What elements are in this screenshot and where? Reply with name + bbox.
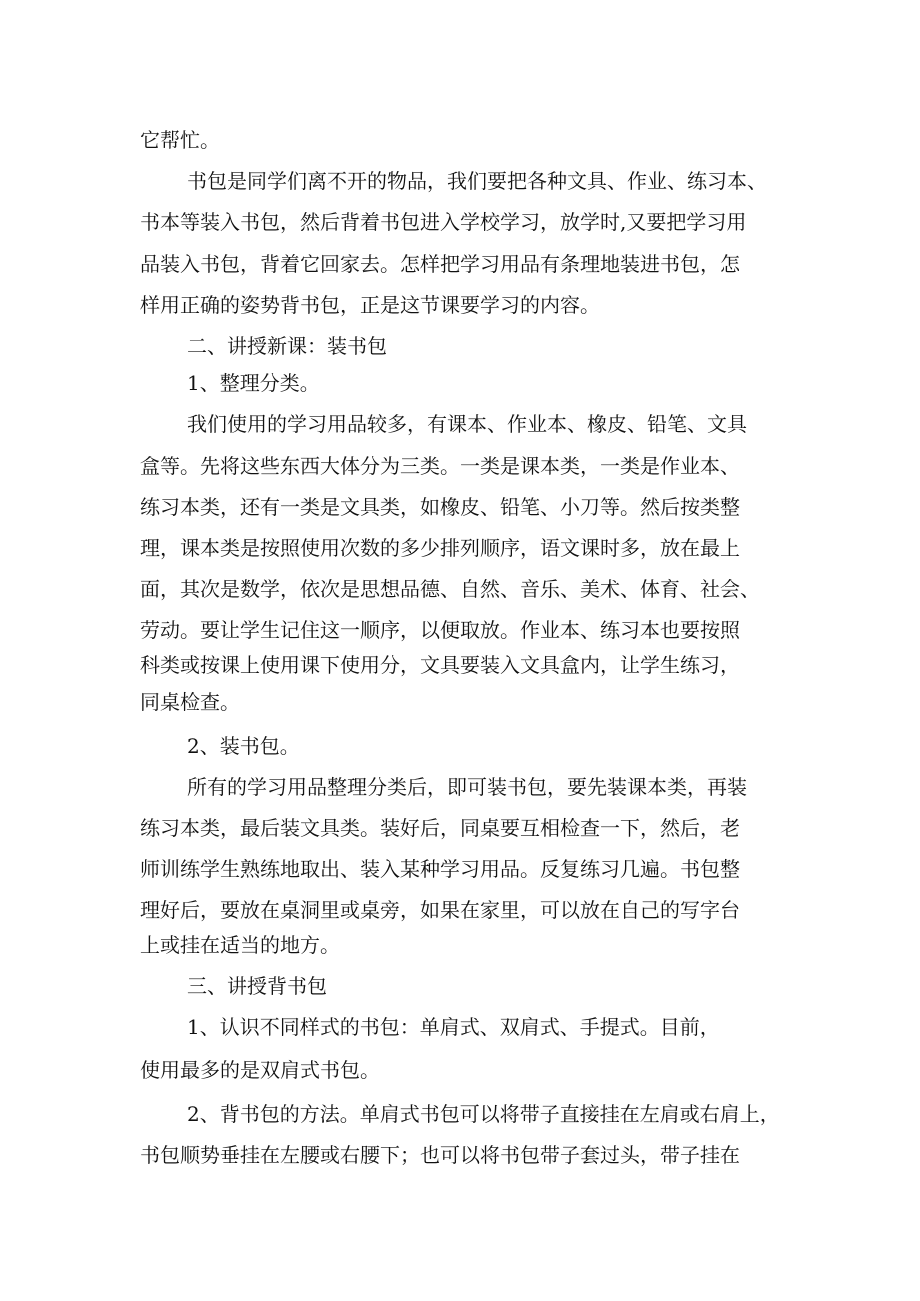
section-heading: 三、讲授背书包 [187, 974, 327, 998]
paragraph-start: 我们使用的学习用品较多，有课本、作业本、橡皮、铅笔、文具 [187, 412, 747, 436]
text-line: 劳动。要让学生记住这一顺序，以便取放。作业本、练习本也要按照 [140, 618, 740, 642]
paragraph-start: 所有的学习用品整理分类后，即可装书包，要先装课本类，再装 [187, 775, 747, 799]
text-line: 师训练学生熟练地取出、装入某种学习用品。反复练习几遍。书包整 [140, 857, 740, 881]
paragraph-start: 2、背书包的方法。单肩式书包可以将带子直接挂在左肩或右肩上， [187, 1102, 780, 1126]
text-line: 书本等装入书包，然后背着书包进入学校学习，放学时,又要把学习用 [140, 210, 747, 234]
subsection-heading: 2、装书包。 [187, 734, 300, 758]
subsection-heading: 1、整理分类。 [187, 371, 320, 395]
text-line: 练习本类，还有一类是文具类，如橡皮、铅笔、小刀等。然后按类整 [140, 495, 740, 519]
text-line: 科类或按课上使用课下使用分，文具要装入文具盒内，让学生练习， [140, 653, 740, 677]
text-line: 理好后，要放在桌洞里或桌旁，如果在家里，可以放在自己的写字台 [140, 898, 740, 922]
text-line: 练习本类，最后装文具类。装好后，同桌要互相检查一下，然后，老 [140, 816, 740, 840]
text-line: 使用最多的是双肩式书包。 [140, 1058, 380, 1082]
text-line: 它帮忙。 [140, 128, 220, 152]
paragraph-start: 1、认识不同样式的书包：单肩式、双肩式、手提式。目前， [187, 1015, 720, 1039]
text-line: 面，其次是数学，依次是思想品德、自然、音乐、美术、体育、社会、 [140, 577, 760, 601]
text-line: 同桌检查。 [140, 690, 240, 714]
text-line: 上或挂在适当的地方。 [140, 933, 340, 957]
section-heading: 二、讲授新课：装书包 [187, 334, 387, 358]
text-line: 样用正确的姿势背书包，正是这节课要学习的内容。 [140, 293, 600, 317]
text-line: 盒等。先将这些东西大体分为三类。一类是课本类，一类是作业本、 [140, 454, 740, 478]
text-line: 理，课本类是按照使用次数的多少排列顺序，语文课时多，放在最上 [140, 536, 740, 560]
text-line: 品装入书包，背着它回家去。怎样把学习用品有条理地装进书包，怎 [140, 252, 740, 276]
text-line: 书包顺势垂挂在左腰或右腰下；也可以将书包带子套过头，带子挂在 [140, 1143, 740, 1167]
paragraph-start: 书包是同学们离不开的物品，我们要把各种文具、作业、练习本、 [187, 169, 767, 193]
